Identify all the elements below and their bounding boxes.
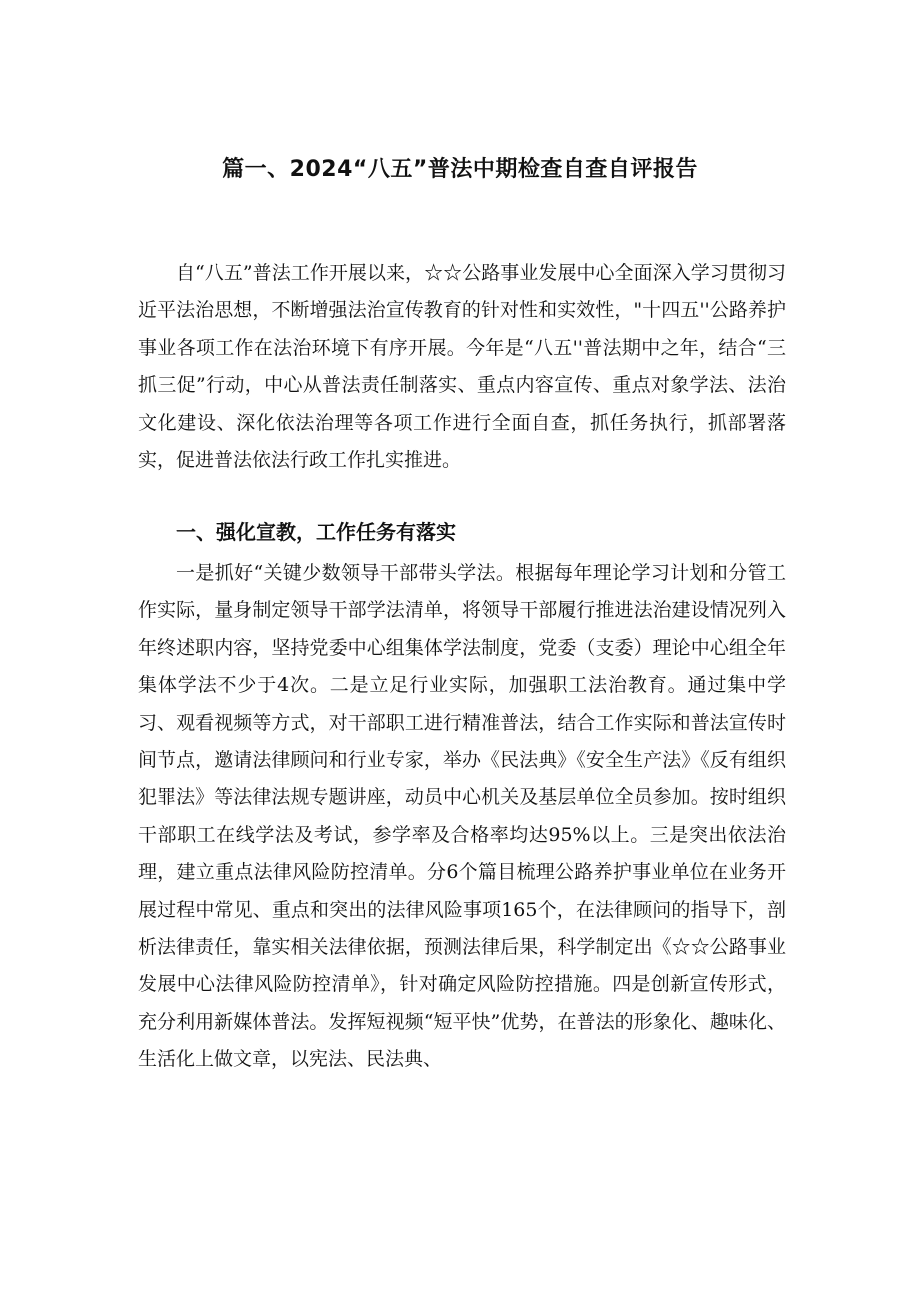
document-title: 篇一、2024“八五”普法中期检查自查自评报告	[222, 157, 698, 182]
section-paragraph: 一是抓好“关键少数领导干部带头学法。根据每年理论学习计划和分管工作实际，量身制定领导干部学法清单，将领导干部履行推进法治建设情况列入年终述职内容，坚持党委中心组集体学法制度，党委（支委）理论中心组全年集体学法不少于4次。二是立足行业实际，加强职工法治教育。通过集中学习、观看视频等方式，对干部职工进行精准普法，结合工作实际和普法宣传时间节点，邀请法律顾问和行业专家，举办《民法典》《安全生产法》《反有组织犯罪法》等法律法规专题讲座，动员中心机关及基层单位全员参加。按时组织干部职工在线学法及考试，参学率及合格率均达95%以上。三是突出依法治理，建立重点法律风险防控清单。分6个篇目梳理公路养护事业单位在业务开展过程中常见、重点和突出的法律风险事项165个，在法律顾问的指导下，剖析法律责任，靠实相关法律依据，预测法律后果，科学制定出《☆☆公路事业发展中心法律风险防控清单》，针对确定风险防控措施。四是创新宣传形式，充分利用新媒体普法。发挥短视频“短平快”优势，在普法的形象化、趣味化、生活化上做文章，以宪法、民法典、	[138, 562, 786, 1071]
intro-paragraph: 自“八五”普法工作开展以来，☆☆公路事业发展中心全面深入学习贯彻习近平法治思想，不断增强法治宣传教育的针对性和实效性，"十四五''公路养护事业各项工作在法治环境下有序开展。今年是“八五''普法期中之年，结合“三抓三促”行动，中心从普法责任制落实、重点内容宣传、重点对象学法、法治文化建设、深化依法治理等各项工作进行全面自查，抓任务执行，抓部署落实，促进普法依法行政工作扎实推进。	[138, 262, 786, 472]
section-heading: 一、强化宣教，工作任务有落实	[176, 520, 456, 544]
